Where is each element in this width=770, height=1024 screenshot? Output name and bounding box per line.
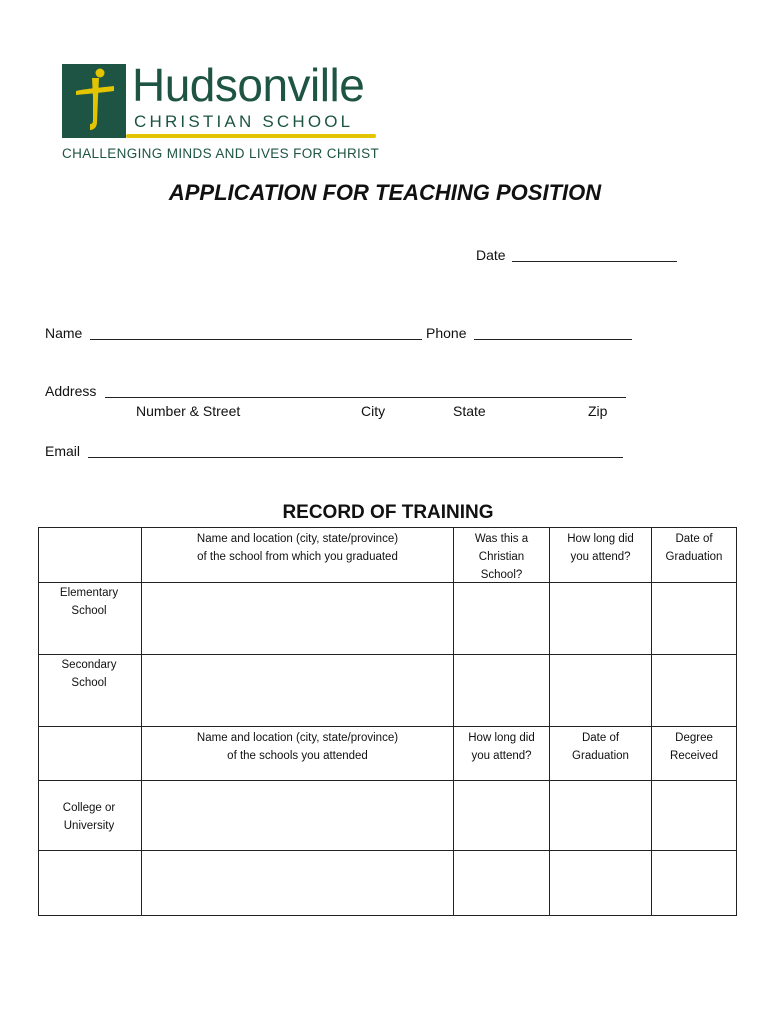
header-text-line: Was this a [474, 533, 529, 545]
header-text-line: Degree [675, 732, 713, 744]
header-text-line: Christian [478, 551, 525, 563]
header-text-line: How long did [567, 533, 634, 545]
email-field[interactable] [88, 457, 623, 458]
row-label-line: College or [62, 802, 116, 814]
header-date-graduation-college [550, 729, 651, 765]
header-text-line: you attend? [570, 551, 631, 563]
header-text-line: Date of [581, 732, 620, 744]
name-field[interactable] [90, 339, 422, 340]
address-zip-label: Zip [588, 403, 608, 419]
logo-subtitle: CHRISTIAN SCHOOL [134, 112, 354, 131]
header-date-graduation [652, 530, 736, 566]
name-label: Name [45, 325, 83, 341]
header-text-line: Date of [675, 533, 713, 545]
header-text-line: Graduation [665, 551, 723, 563]
table-border-right [736, 527, 737, 916]
row-label-line: School [71, 677, 107, 689]
row-label-line: University [63, 820, 115, 832]
header-text-line: School? [480, 569, 523, 581]
header-christian-school [454, 530, 549, 584]
header-degree-received [652, 729, 736, 765]
header-text-line: Received [670, 750, 718, 762]
row-label-line: School [71, 605, 107, 617]
logo-tagline: CHALLENGING MINDS AND LIVES FOR CHRIST [62, 146, 380, 161]
address-street-label: Number & Street [136, 403, 241, 419]
page-title: APPLICATION FOR TEACHING POSITION [168, 180, 602, 205]
table-row-divider [38, 582, 737, 583]
address-label: Address [45, 383, 97, 399]
email-label: Email [45, 443, 81, 459]
header-text-line: Name and location (city, state/province) [196, 533, 399, 545]
table-border-bottom [38, 915, 737, 916]
date-field[interactable] [512, 261, 677, 262]
address-city-label: City [361, 403, 386, 419]
table-row-divider [38, 726, 737, 727]
header-name-location [142, 530, 453, 566]
table-row-divider [38, 850, 737, 851]
phone-field[interactable] [474, 339, 632, 340]
header-how-long [550, 530, 651, 566]
logo-name: Hudsonville [132, 59, 365, 111]
header-text-line: of the school from which you graduated [197, 551, 398, 563]
record-of-training-title: RECORD OF TRAINING [282, 502, 494, 523]
table-col-divider [651, 527, 652, 916]
row-label-line: Elementary [59, 587, 119, 599]
header-how-long-college [454, 729, 549, 765]
table-row-divider [38, 654, 737, 655]
header-name-location-college [142, 729, 453, 765]
date-label: Date [476, 247, 506, 263]
record-of-training-table [38, 527, 737, 916]
row-label-secondary [38, 656, 140, 692]
header-text-line: Graduation [572, 750, 629, 762]
address-field[interactable] [105, 397, 626, 398]
header-text-line: How long did [468, 732, 535, 744]
cross-figure-icon [62, 64, 126, 138]
header-text-line: you attend? [471, 750, 532, 762]
phone-label: Phone [426, 325, 467, 341]
table-col-divider [453, 527, 454, 916]
table-col-divider [141, 527, 142, 916]
row-label-college [38, 799, 140, 835]
row-label-line: Secondary [61, 659, 117, 671]
header-text-line: Name and location (city, state/province) [196, 732, 399, 744]
table-row-divider [38, 780, 737, 781]
address-state-label: State [453, 403, 486, 419]
table-border-top [38, 527, 737, 528]
school-logo [62, 59, 392, 164]
logo-rule [126, 134, 376, 138]
header-text-line: of the schools you attended [227, 750, 368, 762]
table-col-divider [549, 527, 550, 916]
row-label-elementary [38, 584, 140, 620]
